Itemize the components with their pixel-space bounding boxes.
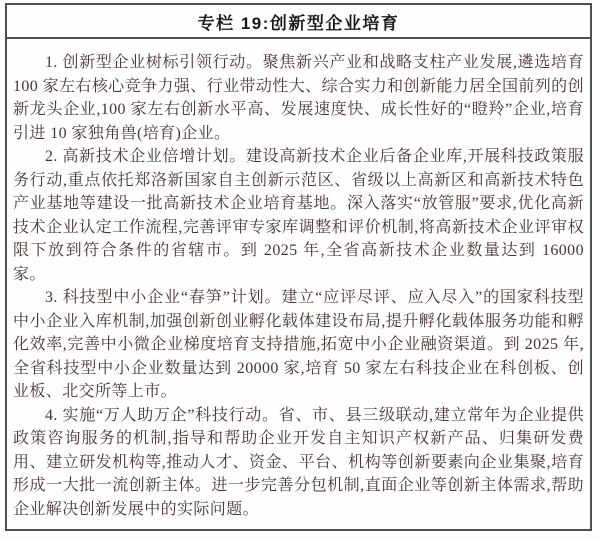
paragraph-1: 1. 创新型企业树标引领行动。聚焦新兴产业和战略支柱产业发展,遴选培育 100 家左右核心竞争力强、行业带动性大、综合实力和创新能力居全国前列的创新龙头企业,100 家左右创新水平高、发展速度快、成长性好的“瞪羚”企业,培育引进 10 家独角兽(培育)企业。	[13, 54, 584, 142]
paragraph-2: 2. 高新技术企业倍增计划。建设高新技术企业后备企业库,开展科技政策服务行动,重点依托郑洛新国家自主创新示范区、省级以上高新区和高新技术特色产业基地等建设一批高新技术企业培育基地。深入落实“放管服”要求,优化高新技术企业认定工作流程,完善评审专家库调整和评价机制,将高新技术企业评审权限下放到符合条件的省辖市。到 2025 年,全省高新技术企业数量达到 16000 家。	[13, 148, 584, 283]
column-title: 专栏 19:创新型企业培育	[197, 13, 400, 33]
paragraph-4: 4. 实施“万人助万企”科技行动。省、市、县三级联动,建立常年为企业提供政策咨询服务的机制,指导和帮助企业开发自主知识产权新产品、归集研发费用、建立研发机构等,推动人才、资金、平台、机构等创新要素向企业集聚,培育形成一大批一流创新主体。进一步完善分包机制,直面企业等创新主体需求,帮助企业解决创新发展中的实际问题。	[13, 406, 584, 518]
paragraph-3: 3. 科技型中小企业“春笋”计划。建立“应评尽评、应入尽入”的国家科技型中小企业入库机制,加强创新创业孵化载体建设布局,提升孵化载体服务功能和孵化效率,完善中小微企业梯度培育支持措施,拓宽中小企业融资渠道。到 2025 年,全省科技型中小企业数量达到 20000 家,培育 50 家左右科技企业在科创板、创业板、北交所等上市。	[13, 289, 584, 400]
column-header	[7, 5, 590, 39]
column-body	[7, 39, 590, 521]
column-box	[5, 3, 592, 531]
